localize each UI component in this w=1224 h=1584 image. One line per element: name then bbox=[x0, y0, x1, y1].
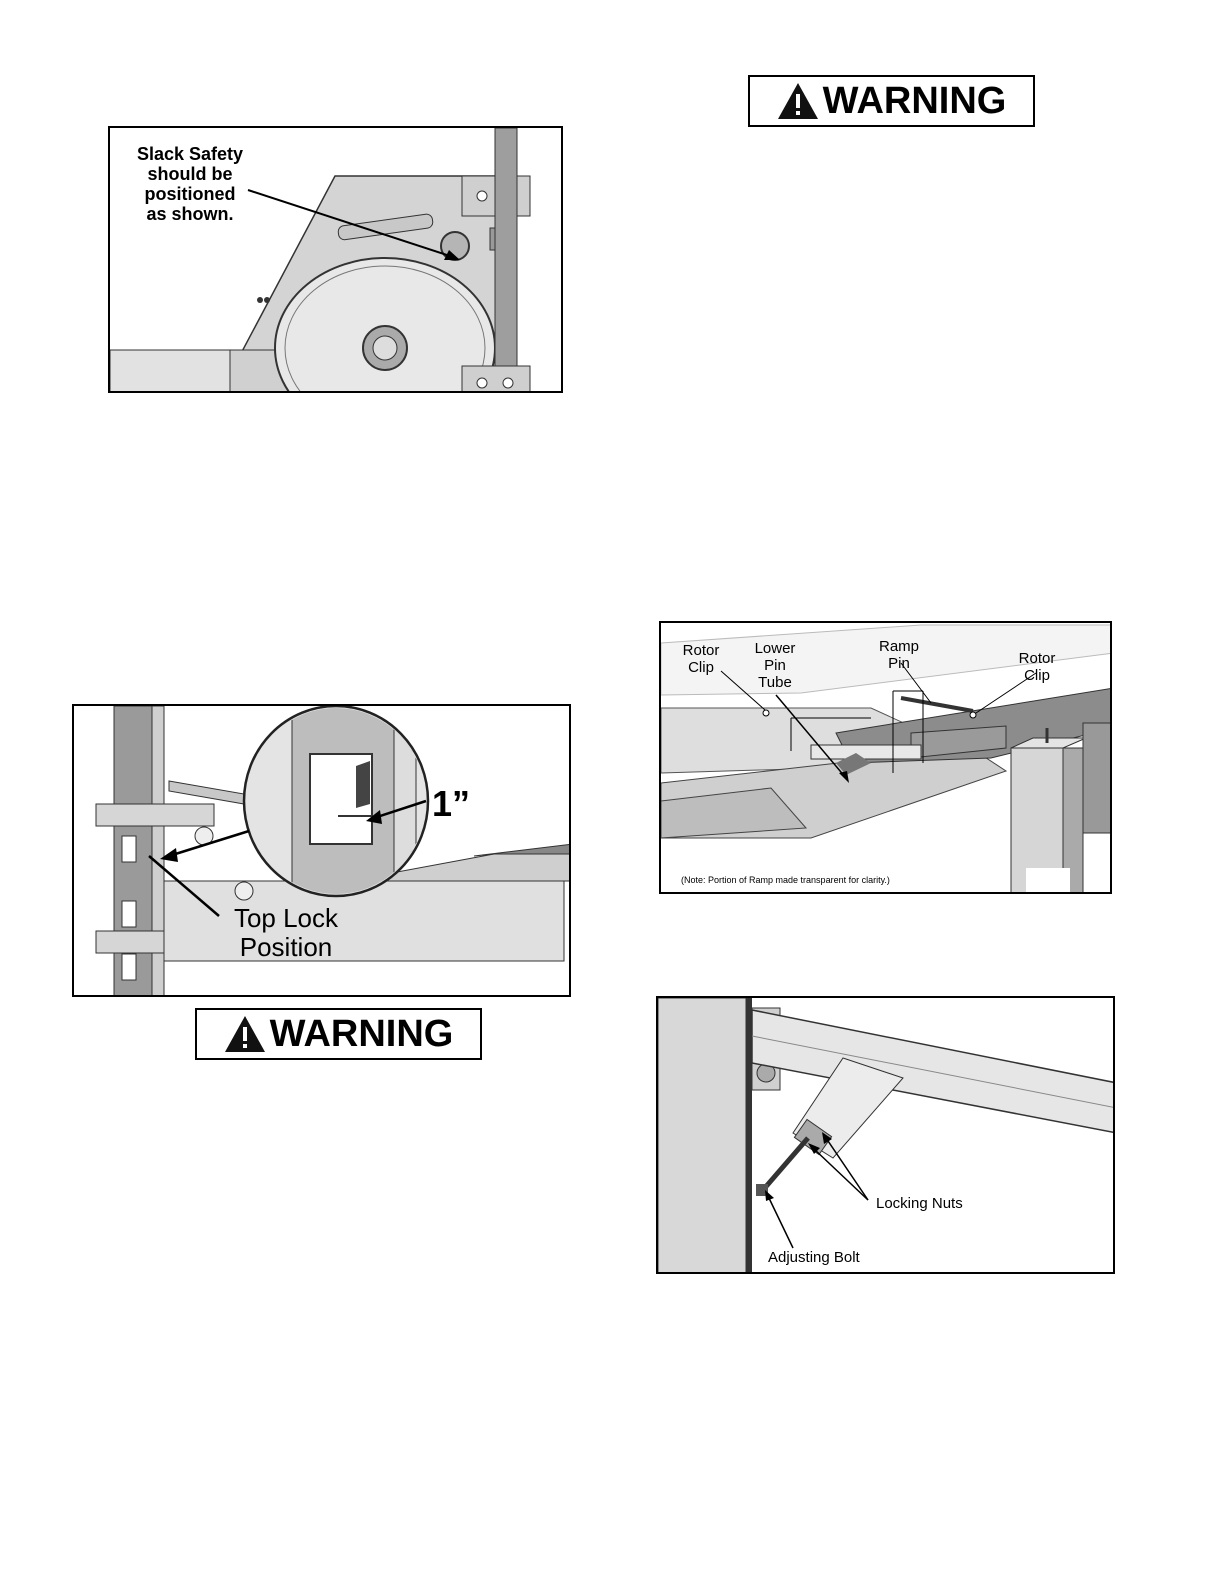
slack-safety-callout bbox=[120, 144, 260, 225]
label-line: Clip bbox=[688, 658, 714, 676]
warning-triangle-icon bbox=[777, 82, 819, 120]
label-line: Ramp bbox=[878, 638, 919, 655]
callout-line: as shown. bbox=[146, 204, 234, 225]
warning-banner bbox=[195, 1008, 482, 1060]
callout-line: Position bbox=[239, 932, 333, 963]
callout-line: positioned bbox=[144, 184, 236, 205]
figure-top-lock bbox=[72, 704, 571, 997]
adjusting-bolt-illustration bbox=[658, 998, 1115, 1274]
label-line: Pin bbox=[888, 654, 910, 672]
ramp-note: (Note: Portion of Ramp made transparent for clarity.) bbox=[681, 875, 890, 885]
warning-triangle-icon bbox=[224, 1015, 266, 1053]
one-inch-label: 1” bbox=[432, 783, 471, 824]
callout-line: Top Lock bbox=[233, 903, 339, 933]
label-line: Pin bbox=[764, 656, 786, 674]
callout-line: Slack Safety bbox=[136, 144, 244, 164]
label-line: Clip bbox=[1024, 666, 1050, 684]
warning-banner bbox=[748, 75, 1035, 127]
label-line: Tube bbox=[758, 673, 792, 691]
label-lower-pin-tube bbox=[749, 641, 801, 691]
figure-ramp bbox=[659, 621, 1112, 894]
top-lock-callout bbox=[216, 904, 356, 962]
label-line: Lower bbox=[754, 640, 796, 657]
label-rotor-clip-left bbox=[675, 643, 727, 677]
figure-slack-safety bbox=[108, 126, 563, 393]
label-line: Rotor bbox=[1018, 650, 1056, 667]
figure-adjusting-bolt bbox=[656, 996, 1115, 1274]
label-line: Rotor bbox=[682, 642, 720, 659]
warning-text: WARNING bbox=[269, 1012, 454, 1055]
callout-line: should be bbox=[147, 164, 233, 185]
warning-text: WARNING bbox=[822, 79, 1007, 122]
label-locking-nuts: Locking Nuts bbox=[876, 1195, 963, 1212]
label-adjusting-bolt: Adjusting Bolt bbox=[768, 1249, 860, 1266]
label-ramp-pin bbox=[871, 639, 927, 673]
label-rotor-clip-right bbox=[1011, 651, 1063, 685]
